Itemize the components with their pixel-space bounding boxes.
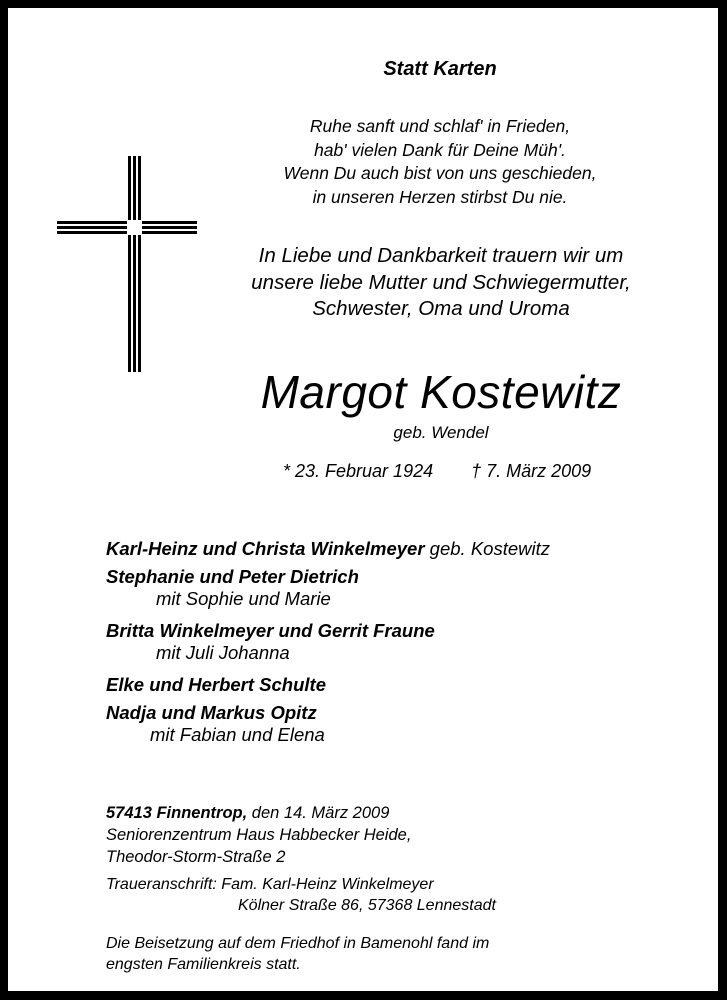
death-date: † 7. März 2009 — [471, 461, 592, 481]
maiden-name: geb. Wendel — [393, 423, 489, 442]
intro-line: Schwester, Oma und Uroma — [312, 297, 570, 320]
family-names: Karl-Heinz und Christa Winkelmeyer — [106, 538, 425, 559]
address-line: Seniorenzentrum Haus Habbecker Heide, — [106, 826, 412, 844]
mourning-line: Kölner Straße 86, 57368 Lennestadt — [238, 897, 496, 914]
family-names: Nadja und Markus Opitz — [106, 702, 317, 723]
poem-line: hab' vielen Dank für Deine Müh'. — [314, 139, 566, 160]
family-suffix: geb. Kostewitz — [424, 538, 550, 559]
family-names: Elke und Herbert Schulte — [106, 674, 326, 695]
notice-heading: Statt Karten — [383, 58, 497, 80]
address-line: Theodor-Storm-Straße 2 — [106, 848, 286, 866]
burial-note — [106, 933, 489, 975]
mourning-address — [106, 874, 496, 916]
family-children: mit Fabian und Elena — [150, 724, 325, 745]
mourning-label: Traueranschrift: — [106, 876, 217, 893]
intro-text — [223, 243, 659, 323]
intro-line: In Liebe und Dankbarkeit trauern wir um — [258, 244, 624, 267]
burial-line: engsten Familienkreis statt. — [106, 956, 301, 973]
family-member — [106, 671, 550, 699]
family-member — [106, 535, 550, 563]
notice-date: den 14. März 2009 — [247, 804, 390, 822]
family-children: mit Juli Johanna — [156, 642, 290, 663]
burial-line: Die Beisetzung auf dem Friedhof in Bamenohl fand im — [106, 935, 490, 952]
intro-line: unsere liebe Mutter und Schwiegermutter, — [251, 270, 631, 294]
birth-date: * 23. Februar 1924 — [283, 461, 434, 481]
poem-line: Wenn Du auch bist von uns geschieden, — [283, 163, 597, 183]
family-names: Stephanie und Peter Dietrich — [106, 566, 359, 587]
family-list — [106, 535, 550, 753]
mourning-line: Fam. Karl-Heinz Winkelmeyer — [216, 876, 434, 893]
place: 57413 Finnentrop, — [106, 804, 248, 822]
life-dates — [283, 459, 591, 483]
poem-line: in unseren Herzen stirbst Du nie. — [312, 186, 568, 207]
obituary-notice — [8, 8, 718, 991]
family-children: mit Sophie und Marie — [156, 588, 331, 609]
deceased-name: Margot Kostewitz — [260, 366, 622, 418]
poem — [240, 115, 640, 209]
family-names: Britta Winkelmeyer und Gerrit Fraune — [106, 620, 435, 641]
cross-icon — [57, 148, 197, 373]
location-block — [106, 802, 411, 868]
poem-line: Ruhe sanft und schlaf' in Frieden, — [309, 116, 571, 136]
